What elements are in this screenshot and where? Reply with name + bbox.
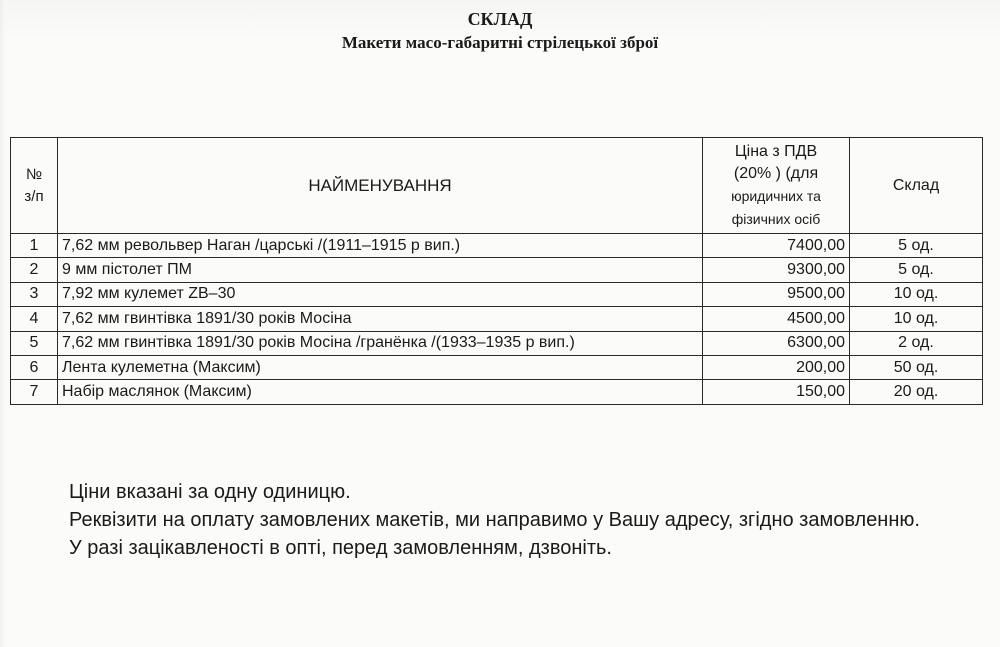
row-quantity: 10 од. bbox=[850, 307, 983, 331]
stock-table bbox=[10, 137, 983, 405]
row-number: 3 bbox=[11, 282, 58, 306]
table-row bbox=[11, 380, 983, 404]
row-number: 5 bbox=[11, 331, 58, 355]
table-row bbox=[11, 331, 983, 355]
row-quantity: 20 од. bbox=[850, 380, 983, 404]
row-quantity: 10 од. bbox=[850, 282, 983, 306]
table-row bbox=[11, 307, 983, 331]
column-header-number-line1: № bbox=[25, 165, 43, 183]
table-row bbox=[11, 282, 983, 306]
row-price: 150,00 bbox=[703, 380, 850, 404]
row-name: 7,62 мм револьвер Наган /царські /(1911–1915 р вип.) bbox=[58, 234, 703, 258]
column-header-price-line3: юридичних та bbox=[731, 187, 821, 204]
note-wholesale: У разі зацікавленості в опті, перед замовленням, дзвоніть. bbox=[69, 537, 612, 559]
row-number: 7 bbox=[11, 380, 58, 404]
row-quantity: 5 од. bbox=[850, 258, 983, 282]
row-price: 200,00 bbox=[703, 355, 850, 379]
page-title: СКЛАД bbox=[467, 9, 533, 29]
column-header-price-line4: фізичних осіб bbox=[731, 210, 821, 227]
row-name: 9 мм пістолет ПМ bbox=[58, 258, 703, 282]
note-payment-details: Реквізити на оплату замовлених макетів, ми направимо у Вашу адресу, згідно замовленню. bbox=[69, 509, 920, 531]
row-quantity: 2 од. bbox=[850, 331, 983, 355]
row-name: Лента кулеметна (Максим) bbox=[58, 355, 703, 379]
notes-block bbox=[14, 478, 974, 562]
row-name: 7,62 мм гвинтівка 1891/30 років Мосіна bbox=[58, 307, 703, 331]
column-header-stock: Склад bbox=[850, 138, 983, 234]
table-header-row bbox=[11, 138, 983, 234]
row-quantity: 5 од. bbox=[850, 234, 983, 258]
row-name: 7,92 мм кулемет ZB–30 bbox=[58, 282, 703, 306]
row-price: 9500,00 bbox=[703, 282, 850, 306]
column-header-price-line1: Ціна з ПДВ bbox=[734, 142, 818, 160]
column-header-price bbox=[703, 138, 850, 234]
note-price-per-unit: Ціни вказані за одну одиницю. bbox=[69, 481, 351, 503]
row-price: 9300,00 bbox=[703, 258, 850, 282]
row-number: 1 bbox=[11, 234, 58, 258]
row-price: 7400,00 bbox=[703, 234, 850, 258]
row-name: Набір маслянок (Максим) bbox=[58, 380, 703, 404]
table-row bbox=[11, 355, 983, 379]
row-price: 6300,00 bbox=[703, 331, 850, 355]
column-header-name: НАЙМЕНУВАННЯ bbox=[58, 138, 703, 234]
row-number: 6 bbox=[11, 355, 58, 379]
column-header-price-line2: (20% ) (для bbox=[733, 164, 819, 182]
table-row bbox=[11, 234, 983, 258]
row-number: 4 bbox=[11, 307, 58, 331]
column-header-number-line2: з/п bbox=[24, 187, 44, 205]
row-price: 4500,00 bbox=[703, 307, 850, 331]
row-quantity: 50 од. bbox=[850, 355, 983, 379]
table-row bbox=[11, 258, 983, 282]
page-subtitle: Макети масо-габаритні стрілецької зброї bbox=[341, 33, 659, 52]
row-number: 2 bbox=[11, 258, 58, 282]
column-header-number bbox=[11, 138, 58, 234]
row-name: 7,62 мм гвинтівка 1891/30 років Мосіна /гранёнка /(1933–1935 р вип.) bbox=[58, 331, 703, 355]
